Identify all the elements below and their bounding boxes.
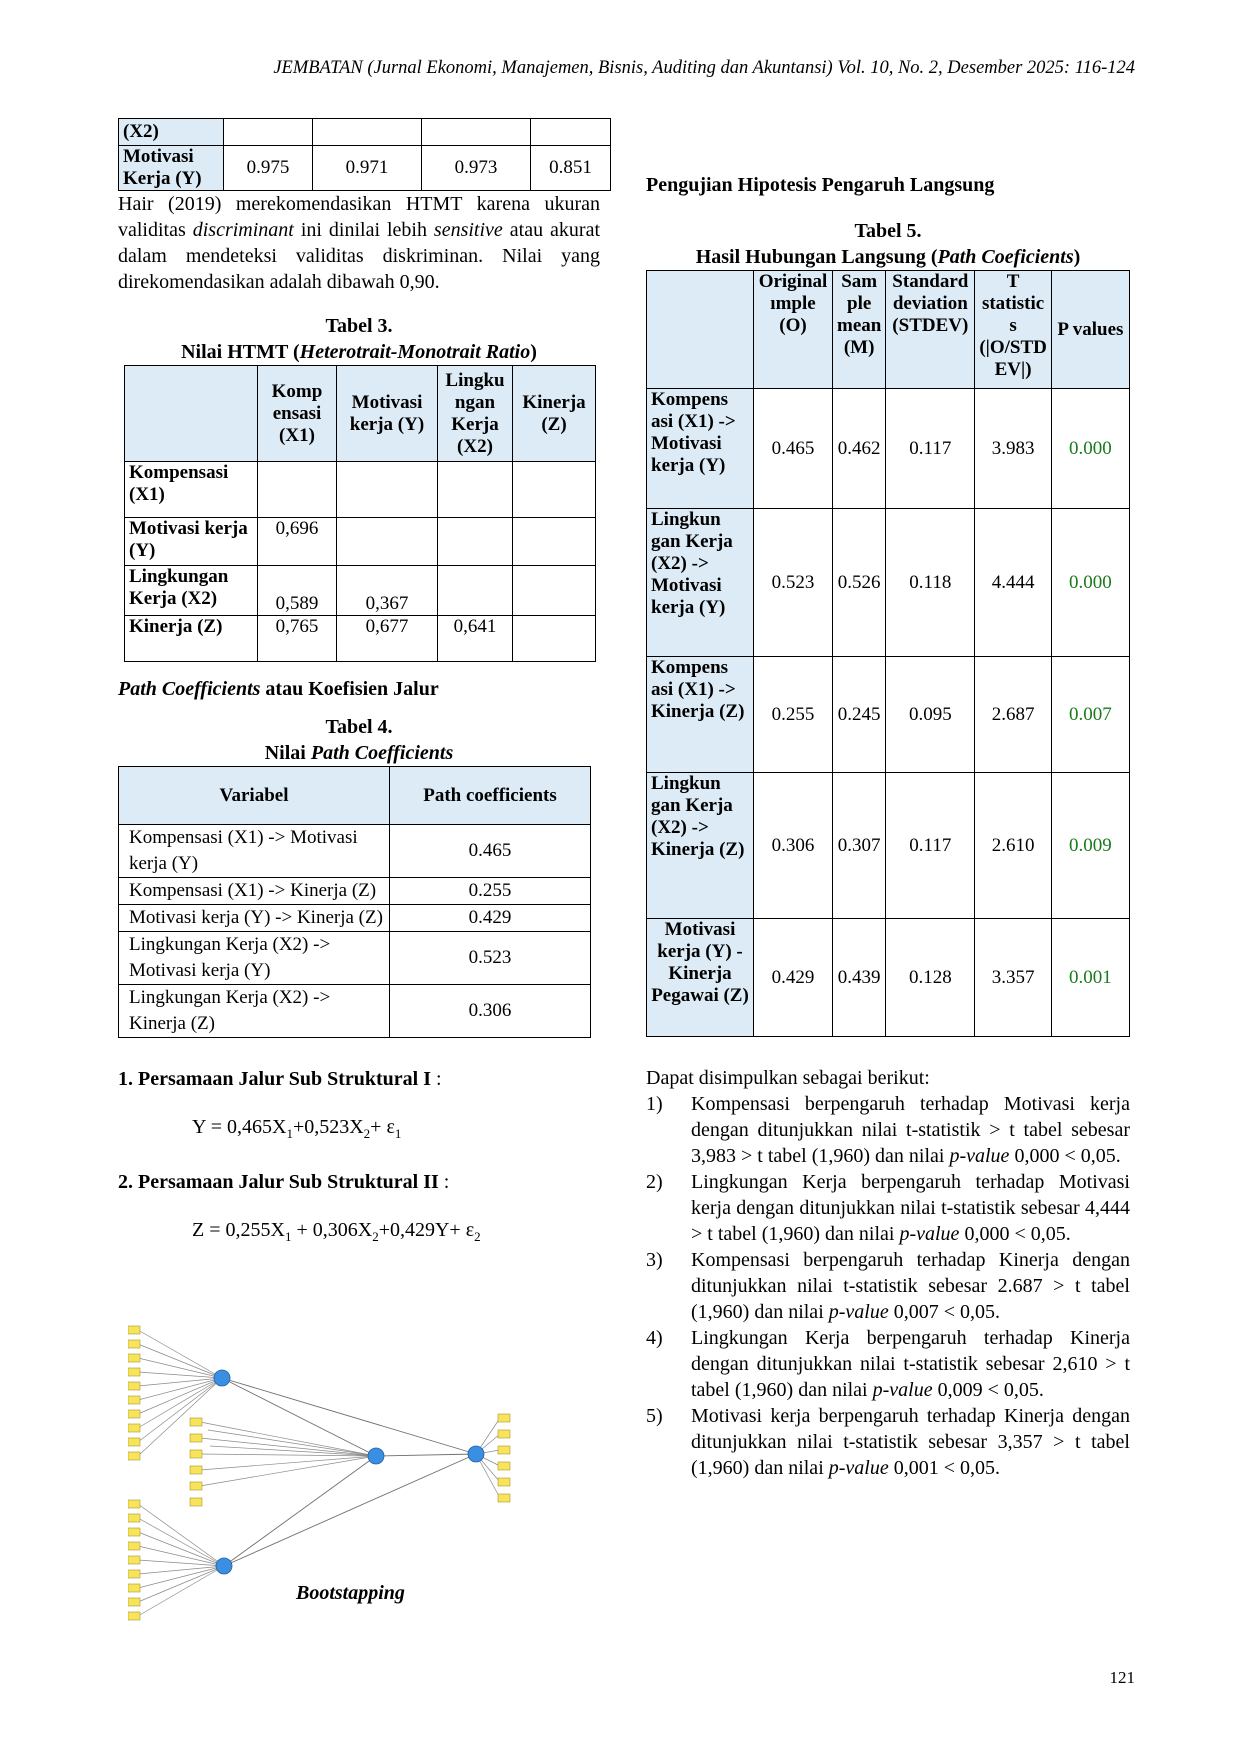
eq2-heading: 2. Persamaan Jalur Sub Struktural II : — [118, 1171, 450, 1193]
table3-subtitle: Nilai HTMT (Heterotrait-Monotrait Ratio) — [181, 341, 537, 363]
conclusion-intro: Dapat disimpulkan sebagai berikut: — [646, 1067, 930, 1089]
table3-title: Tabel 3. — [325, 315, 393, 337]
list-item: 5) Motivasi kerja berpengaruh terhadap Kinerja dengan ditunjukkan nilai t-statistik sebesar 3,357 > t tabel (1,960) dan nilai p-value 0,001 < 0,05. — [646, 1405, 1130, 1479]
table-row: Motivasi kerja (Y) - Kinerja Pegawai (Z) 0.429 0.439 0.128 3.357 0.001 — [647, 919, 1130, 1037]
table-row: Lingkun gan Kerja (X2) -> Kinerja (Z) 0.306 0.307 0.117 2.610 0.009 — [647, 773, 1130, 919]
table-row: Motivasi kerja (Y) 0,696 — [125, 518, 596, 566]
list-item: 2) Lingkungan Kerja berpengaruh terhadap Motivasi kerja dengan ditunjukkan nilai t-statistik sebesar 4,444 > t tabel (1,960) dan nilai p-value 0,000 < 0,05. — [646, 1171, 1130, 1245]
table-row: Lingkungan Kerja (X2) -> Kinerja (Z) 0.306 — [119, 985, 591, 1038]
table-row: Motivasi Kerja (Y) 0.975 0.971 0.973 0.851 — [119, 146, 611, 191]
conclusion-list — [646, 1091, 1130, 1481]
table3 — [124, 365, 596, 662]
table4 — [118, 766, 591, 1038]
table-row: Motivasi kerja (Y) -> Kinerja (Z) 0.429 — [119, 905, 591, 932]
table5-title: Tabel 5. — [854, 220, 922, 242]
table-header-row: Komp ensasi (X1) Motivasi kerja (Y) Lingku ngan Kerja (X2) Kinerja (Z) — [125, 366, 596, 462]
table-row: (X2) — [119, 119, 611, 146]
table-row: Kompensasi (X1) -> Kinerja (Z) 0.255 — [119, 878, 591, 905]
table-row: Lingkungan Kerja (X2) -> Motivasi kerja (Y) 0.523 — [119, 932, 591, 985]
eq1-heading: 1. Persamaan Jalur Sub Struktural I : — [118, 1068, 442, 1090]
table4-subtitle: Nilai Path Coefficients — [264, 742, 454, 764]
list-item: 1) Kompensasi berpengaruh terhadap Motivasi kerja dengan ditunjukkan nilai t-statistik > t tabel sebesar 3,983 > t tabel (1,960) dan nilai p-value 0,000 < 0,05. — [646, 1093, 1130, 1167]
list-item: 3) Kompensasi berpengaruh terhadap Kinerja dengan ditunjukkan nilai t-statistik sebesar 2.687 > t tabel (1,960) dan nilai p-value 0,007 < 0,05. — [646, 1249, 1130, 1323]
equation-1: $Y = 0,465X_1+0,523X_2+ \varepsilon_1$ — [192, 1116, 402, 1141]
right-column — [646, 172, 1130, 1481]
table-row: Kompensasi (X1) — [125, 462, 596, 518]
page-number: 121 — [1109, 1668, 1135, 1687]
htmt-paragraph: Hair (2019) merekomendasikan HTMT karena ukuran validitas discriminant ini dinilai lebih sensitive atau akurat dalam mendeteksi validitas diskriminan. Nilai yang direkomendasikan adalah dibawah 0,90. — [118, 193, 601, 293]
table-row: Kompensasi (X1) -> Motivasi kerja (Y) 0.465 — [119, 825, 591, 878]
path-heading: Path Coefficients atau Koefisien Jalur — [118, 678, 439, 700]
table5-subtitle: Hasil Hubungan Langsung (Path Coeficients) — [695, 246, 1081, 268]
table-row: Kompens asi (X1) -> Motivasi kerja (Y) 0.465 0.462 0.117 3.983 0.000 — [647, 389, 1130, 509]
equation-2: $Z = 0,255X_1 + 0,306X_2+0,429Y+ \varepsilon_2$ — [192, 1219, 481, 1244]
running-header: JEMBATAN (Jurnal Ekonomi, Manajemen, Bisnis, Auditing dan Akuntansi) Vol. 10, No. 2, Desember 2025: 116-124 — [273, 58, 1135, 78]
table4-title: Tabel 4. — [325, 716, 393, 738]
table-row: Lingkun gan Kerja (X2) -> Motivasi kerja (Y) 0.523 0.526 0.118 4.444 0.000 — [647, 509, 1130, 657]
top-table — [118, 118, 611, 191]
table-row: Kinerja (Z) 0,765 0,677 0,641 — [125, 616, 596, 662]
table-row: Kompens asi (X1) -> Kinerja (Z) 0.255 0.245 0.095 2.687 0.007 — [647, 657, 1130, 773]
left-column — [118, 118, 600, 1250]
list-item: 4) Lingkungan Kerja berpengaruh terhadap Kinerja dengan ditunjukkan nilai t-statistik sebesar 2,610 > t tabel (1,960) dan nilai p-value 0,009 < 0,05. — [646, 1327, 1130, 1401]
table-header-row: Original ımple (O) Sam ple mean (M) Standard deviation (STDEV) T statistic s (|O/STD EV|) P values — [647, 271, 1130, 389]
table5 — [646, 270, 1130, 1037]
section-heading: Pengujian Hipotesis Pengaruh Langsung — [646, 174, 995, 196]
figure-caption: Bootstapping — [296, 1582, 405, 1604]
table-header-row: Variabel Path coefficients — [119, 767, 591, 825]
table-row: Lingkungan Kerja (X2) 0,589 0,367 — [125, 566, 596, 616]
